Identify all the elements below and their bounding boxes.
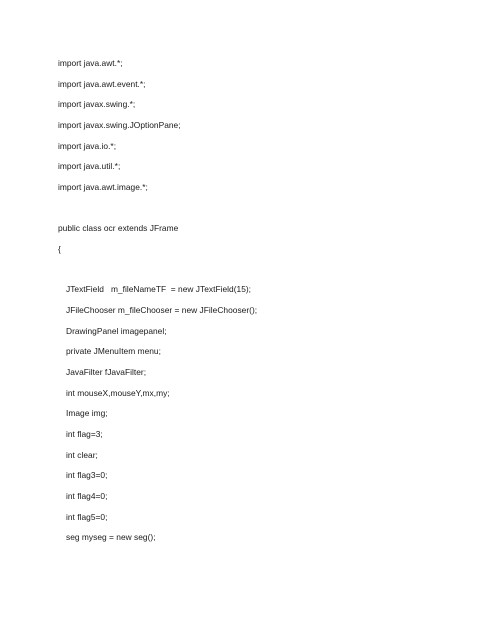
code-line: { xyxy=(58,244,61,254)
code-line: seg myseg = new seg(); xyxy=(66,532,156,542)
code-line: import java.awt.image.*; xyxy=(58,182,148,192)
code-line: public class ocr extends JFrame xyxy=(58,223,179,233)
code-line: private JMenuItem menu; xyxy=(66,346,161,356)
code-line: import javax.swing.*; xyxy=(58,99,136,109)
code-line: DrawingPanel imagepanel; xyxy=(66,326,167,336)
code-line: int flag4=0; xyxy=(66,491,108,501)
code-line: JavaFilter fJavaFilter; xyxy=(66,367,147,377)
code-line: int flag=3; xyxy=(66,429,103,439)
code-line: int clear; xyxy=(66,450,98,460)
code-line: JFileChooser m_fileChooser = new JFileChooser(); xyxy=(66,305,258,315)
code-line: int mouseX,mouseY,mx,my; xyxy=(66,388,170,398)
code-line: import javax.swing.JOptionPane; xyxy=(58,120,181,130)
code-line: import java.util.*; xyxy=(58,161,121,171)
code-line: import java.awt.*; xyxy=(58,58,123,68)
code-line: import java.awt.event.*; xyxy=(58,79,146,89)
code-line: int flag3=0; xyxy=(66,470,108,480)
code-line: Image img; xyxy=(66,408,108,418)
code-line: int flag5=0; xyxy=(66,512,108,522)
code-line: import java.io.*; xyxy=(58,141,117,151)
code-line: JTextField m_fileNameTF = new JTextField(15); xyxy=(66,284,252,294)
